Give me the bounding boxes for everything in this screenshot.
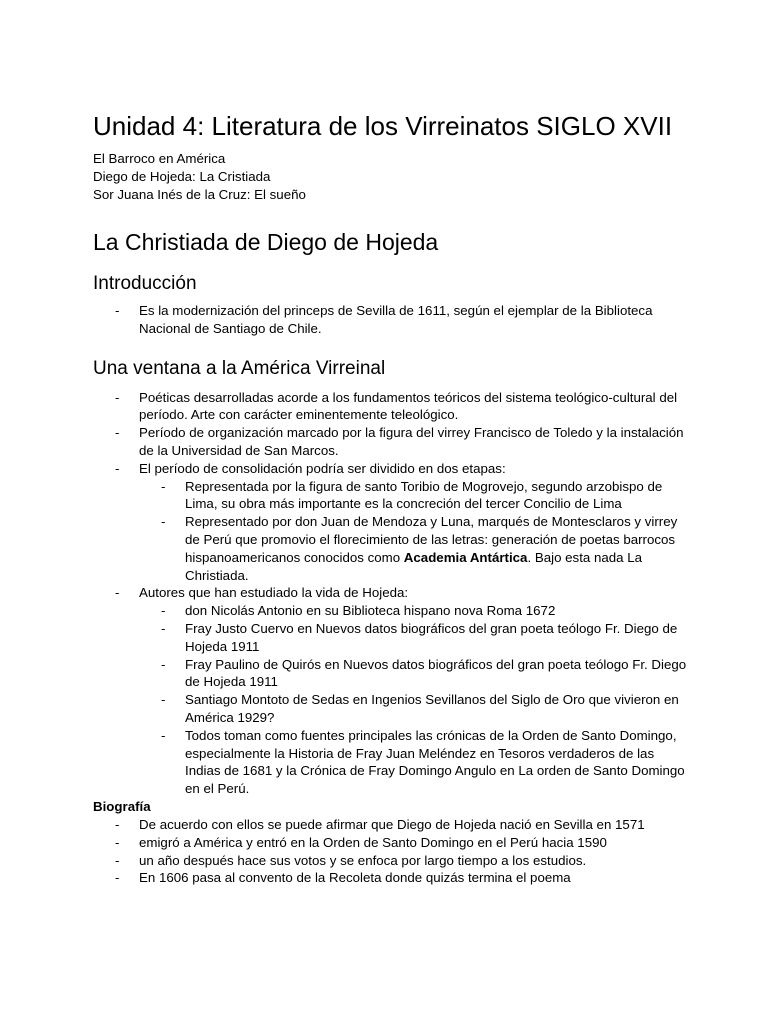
ventana-list — [93, 389, 693, 798]
section-heading-introduccion: Introducción — [93, 273, 197, 294]
sub-list-item — [93, 727, 693, 798]
list-item-text: don Nicolás Antonio en su Biblioteca hispano nova Roma 1672 — [185, 603, 556, 619]
list-item-text: En 1606 pasa al convento de la Recoleta donde quizás termina el poema — [139, 870, 571, 886]
intro-list — [93, 302, 693, 338]
bullet-dash: - — [115, 460, 120, 476]
list-item-text: Fray Paulino de Quirós en Nuevos datos biográficos del gran poeta teólogo Fr. Diego de Hojeda 1911 — [185, 656, 687, 690]
list-item-text: Poéticas desarrolladas acorde a los fundamentos teóricos del sistema teológico-cultural del período. Arte con carácter eminentemente teleológico. — [139, 389, 678, 423]
list-item — [93, 584, 693, 602]
bullet-dash: - — [115, 389, 120, 405]
list-item-text: Fray Justo Cuervo en Nuevos datos biográficos del gran poeta teólogo Fr. Diego de Hojeda 1911 — [185, 620, 678, 654]
topic-line: Sor Juana Inés de la Cruz: El sueño — [93, 187, 306, 202]
list-item-text: Todos toman como fuentes principales las crónicas de la Orden de Santo Domingo, especialmente la Historia de Fray Juan Meléndez en Tesoros verdaderos de las Indias de 1681 y la Crónica de Fray Domingo Angulo en La orden de Santo Domingo en el Perú. — [185, 727, 685, 797]
list-item — [93, 852, 693, 870]
list-item-text: Autores que han estudiado la vida de Hojeda: — [139, 585, 409, 601]
bullet-dash: - — [115, 425, 120, 441]
bullet-dash: - — [161, 620, 166, 636]
bullet-dash: - — [115, 870, 120, 886]
topic-line: Diego de Hojeda: La Cristiada — [93, 169, 271, 184]
list-item-text: Período de organización marcado por la figura del virrey Francisco de Toledo y la instalación de la Universidad de San Marcos. — [139, 425, 684, 458]
list-item — [93, 460, 693, 478]
bullet-dash: - — [115, 816, 120, 832]
section-label-biografia: Biografía — [93, 798, 151, 814]
list-item-text: De acuerdo con ellos se puede afirmar que Diego de Hojeda nació en Sevilla en 1571 — [139, 816, 645, 832]
bullet-dash: - — [115, 834, 120, 850]
sub-list-item — [93, 513, 693, 584]
bullet-dash: - — [115, 852, 120, 868]
list-item-text: Santiago Montoto de Sedas en Ingenios Sevillanos del Siglo de Oro que vivieron en América 1929? — [185, 692, 679, 725]
bullet-dash: - — [161, 692, 166, 708]
topic-line: El Barroco en América — [93, 151, 226, 166]
list-item — [93, 869, 693, 887]
bullet-dash: - — [115, 303, 120, 318]
bullet-dash: - — [161, 478, 166, 494]
biografia-list — [93, 816, 693, 887]
bullet-dash: - — [161, 603, 166, 619]
list-item — [93, 302, 693, 338]
section-heading-ventana: Una ventana a la América Virreinal — [93, 357, 386, 379]
bullet-dash: - — [161, 514, 166, 530]
list-item — [93, 834, 693, 852]
academia-antartica-bold: Academia Antártica — [403, 549, 528, 565]
sub-list-item — [93, 478, 693, 514]
list-item-text: . Bajo esta nada La Christiada. — [185, 549, 643, 583]
document-page — [93, 108, 693, 887]
sub-list-item — [93, 602, 693, 620]
sub-list-item — [93, 691, 693, 727]
list-item-text: Es la modernización del princeps de Sevilla de 1611, según el ejemplar de la Biblioteca Nacional de Santiago de Chile. — [139, 303, 653, 336]
sub-list-item — [93, 620, 693, 656]
bullet-dash: - — [161, 727, 166, 743]
list-item-text: emigró a América y entró en la Orden de Santo Domingo en el Perú hacia 1590 — [139, 834, 607, 850]
bullet-dash: - — [115, 585, 120, 601]
list-item-text: un año después hace sus votos y se enfoca por largo tiempo a los estudios. — [139, 852, 587, 868]
list-item — [93, 389, 693, 425]
sub-list-item — [93, 656, 693, 692]
list-item — [93, 816, 693, 834]
document-title: La Christiada de Diego de Hojeda — [93, 229, 439, 255]
unit-title: Unidad 4: Literatura de los Virreinatos SIGLO XVII — [93, 111, 673, 141]
list-item-text: Representado por don Juan de Mendoza y Luna, marqués de Montesclaros y virrey de Perú que promovio el florecimiento de las letras: generación de poetas barrocos hispanoamericanos conocidos como — [185, 514, 678, 565]
bullet-dash: - — [161, 656, 166, 672]
list-item-text: El período de consolidación podría ser dividido en dos etapas: — [139, 460, 506, 476]
list-item-text: Representada por la figura de santo Toribio de Mogrovejo, segundo arzobispo de Lima, su obra más importante es la concreción del tercer Concilio de Lima — [185, 478, 663, 512]
list-item — [93, 424, 693, 460]
